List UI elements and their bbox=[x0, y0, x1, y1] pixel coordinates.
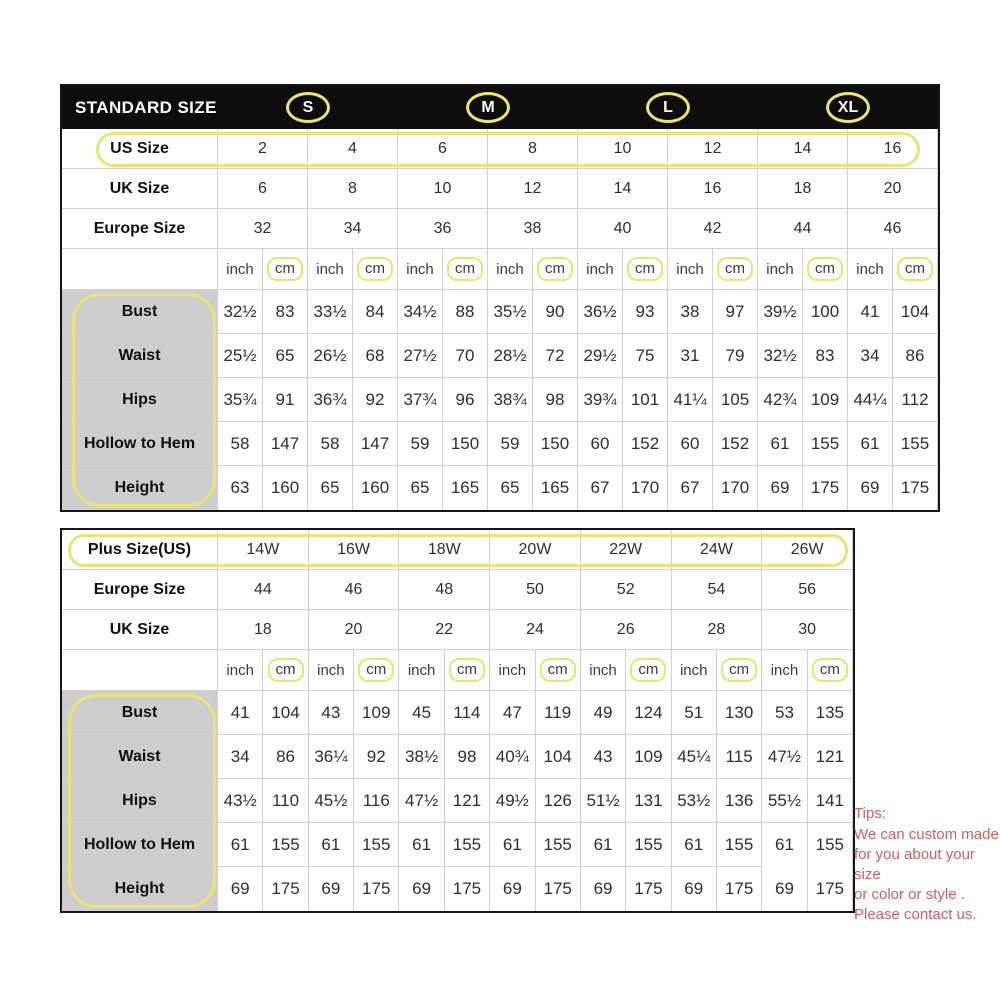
unit-inch-cell: inch bbox=[581, 650, 626, 691]
measurement-label: Height bbox=[62, 466, 218, 510]
value-cell: 70 bbox=[443, 334, 488, 378]
value-cell: 100 bbox=[803, 290, 848, 334]
size-group-slot bbox=[218, 86, 398, 129]
value-cell: 160 bbox=[263, 466, 308, 510]
value-cell: 92 bbox=[354, 735, 399, 779]
value-cell: 59 bbox=[488, 422, 533, 466]
value-cell: 119 bbox=[536, 691, 581, 735]
value-cell: 39½ bbox=[758, 290, 803, 334]
size-value-cell: 50 bbox=[490, 570, 581, 610]
value-cell: 36¼ bbox=[309, 735, 354, 779]
unit-inch-cell: inch bbox=[668, 249, 713, 290]
measurement-label: Waist bbox=[62, 735, 218, 779]
size-value-cell: 24 bbox=[490, 610, 581, 650]
size-value-cell: 12 bbox=[488, 169, 578, 209]
value-cell: 88 bbox=[443, 290, 488, 334]
unit-inch-cell: inch bbox=[398, 249, 443, 290]
value-cell: 121 bbox=[808, 735, 853, 779]
value-cell: 175 bbox=[717, 867, 762, 911]
standard-size-header-bar bbox=[62, 86, 938, 129]
value-cell: 63 bbox=[218, 466, 263, 510]
value-cell: 40¾ bbox=[490, 735, 535, 779]
value-cell: 67 bbox=[668, 466, 713, 510]
value-cell: 61 bbox=[758, 422, 803, 466]
size-value-cell: 18 bbox=[758, 169, 848, 209]
value-cell: 130 bbox=[717, 691, 762, 735]
value-cell: 41 bbox=[848, 290, 893, 334]
value-cell: 51 bbox=[672, 691, 717, 735]
value-cell: 38 bbox=[668, 290, 713, 334]
cm-highlight-box: cm bbox=[717, 257, 753, 282]
cm-highlight-box: cm bbox=[807, 257, 843, 282]
value-cell: 38½ bbox=[399, 735, 444, 779]
value-cell: 60 bbox=[578, 422, 623, 466]
tips-title: Tips: bbox=[854, 805, 886, 822]
unit-cm-cell bbox=[263, 650, 308, 691]
value-cell: 165 bbox=[533, 466, 578, 510]
value-cell: 67 bbox=[578, 466, 623, 510]
unit-cm-cell bbox=[533, 249, 578, 290]
size-value-cell: 48 bbox=[399, 570, 490, 610]
value-cell: 61 bbox=[762, 823, 807, 867]
standard-size-title: STANDARD SIZE bbox=[75, 97, 217, 117]
measurement-label: Bust bbox=[62, 691, 218, 735]
unit-cm-cell bbox=[713, 249, 758, 290]
value-cell: 175 bbox=[354, 867, 399, 911]
size-value-cell: 6 bbox=[218, 169, 308, 209]
size-value-cell: 54 bbox=[672, 570, 763, 610]
value-cell: 61 bbox=[581, 823, 626, 867]
value-cell: 79 bbox=[713, 334, 758, 378]
value-cell: 86 bbox=[263, 735, 308, 779]
value-cell: 83 bbox=[263, 290, 308, 334]
header-row-label: US Size bbox=[62, 129, 218, 169]
header-row-label: UK Size bbox=[62, 610, 218, 650]
standard-size-grid bbox=[62, 129, 938, 510]
plus-size-grid bbox=[62, 530, 853, 911]
measurement-label: Height bbox=[62, 867, 218, 911]
tips-note bbox=[854, 804, 1000, 925]
cm-highlight-box: cm bbox=[447, 257, 483, 282]
header-row-label: Europe Size bbox=[62, 209, 218, 249]
header-row-label: Europe Size bbox=[62, 570, 218, 610]
size-value-cell: 44 bbox=[758, 209, 848, 249]
value-cell: 61 bbox=[672, 823, 717, 867]
value-cell: 104 bbox=[893, 290, 938, 334]
value-cell: 112 bbox=[893, 378, 938, 422]
value-cell: 98 bbox=[445, 735, 490, 779]
unit-inch-cell: inch bbox=[399, 650, 444, 691]
value-cell: 49½ bbox=[490, 779, 535, 823]
size-group-badge: L bbox=[646, 92, 690, 123]
value-cell: 61 bbox=[490, 823, 535, 867]
value-cell: 109 bbox=[626, 735, 671, 779]
size-value-cell: 2 bbox=[218, 129, 308, 169]
size-value-cell: 20W bbox=[490, 530, 581, 570]
value-cell: 29½ bbox=[578, 334, 623, 378]
cm-highlight-box: cm bbox=[630, 658, 666, 683]
value-cell: 34 bbox=[218, 735, 263, 779]
size-value-cell: 30 bbox=[762, 610, 853, 650]
size-value-cell: 46 bbox=[309, 570, 400, 610]
value-cell: 114 bbox=[445, 691, 490, 735]
unit-inch-cell: inch bbox=[758, 249, 803, 290]
tips-line: for you about your size bbox=[854, 846, 975, 883]
value-cell: 175 bbox=[536, 867, 581, 911]
value-cell: 86 bbox=[893, 334, 938, 378]
value-cell: 175 bbox=[893, 466, 938, 510]
value-cell: 109 bbox=[354, 691, 399, 735]
value-cell: 37¾ bbox=[398, 378, 443, 422]
value-cell: 101 bbox=[623, 378, 668, 422]
unit-cm-cell bbox=[623, 249, 668, 290]
value-cell: 43 bbox=[309, 691, 354, 735]
size-group-slot bbox=[578, 86, 758, 129]
unit-cm-cell bbox=[443, 249, 488, 290]
value-cell: 152 bbox=[623, 422, 668, 466]
size-value-cell: 14 bbox=[758, 129, 848, 169]
size-value-cell: 32 bbox=[218, 209, 308, 249]
value-cell: 55½ bbox=[762, 779, 807, 823]
unit-cm-cell bbox=[263, 249, 308, 290]
value-cell: 31 bbox=[668, 334, 713, 378]
value-cell: 104 bbox=[263, 691, 308, 735]
value-cell: 61 bbox=[309, 823, 354, 867]
unit-row-label bbox=[62, 249, 218, 290]
value-cell: 69 bbox=[399, 867, 444, 911]
cm-highlight-box: cm bbox=[357, 257, 393, 282]
unit-row-label bbox=[62, 650, 218, 691]
value-cell: 115 bbox=[717, 735, 762, 779]
value-cell: 69 bbox=[218, 867, 263, 911]
value-cell: 155 bbox=[808, 823, 853, 867]
value-cell: 165 bbox=[443, 466, 488, 510]
value-cell: 147 bbox=[263, 422, 308, 466]
cm-highlight-box: cm bbox=[267, 257, 303, 282]
cm-highlight-box: cm bbox=[812, 658, 848, 683]
size-value-cell: 8 bbox=[308, 169, 398, 209]
unit-cm-cell bbox=[808, 650, 853, 691]
value-cell: 155 bbox=[803, 422, 848, 466]
cm-highlight-box: cm bbox=[721, 658, 757, 683]
value-cell: 34 bbox=[848, 334, 893, 378]
value-cell: 65 bbox=[488, 466, 533, 510]
value-cell: 93 bbox=[623, 290, 668, 334]
value-cell: 135 bbox=[808, 691, 853, 735]
value-cell: 69 bbox=[672, 867, 717, 911]
value-cell: 121 bbox=[445, 779, 490, 823]
tips-line: Please contact us. bbox=[854, 906, 977, 923]
value-cell: 27½ bbox=[398, 334, 443, 378]
value-cell: 45¼ bbox=[672, 735, 717, 779]
value-cell: 155 bbox=[893, 422, 938, 466]
value-cell: 32½ bbox=[758, 334, 803, 378]
unit-inch-cell: inch bbox=[578, 249, 623, 290]
value-cell: 36½ bbox=[578, 290, 623, 334]
value-cell: 97 bbox=[713, 290, 758, 334]
size-value-cell: 42 bbox=[668, 209, 758, 249]
value-cell: 58 bbox=[218, 422, 263, 466]
unit-cm-cell bbox=[353, 249, 398, 290]
value-cell: 175 bbox=[808, 867, 853, 911]
value-cell: 43½ bbox=[218, 779, 263, 823]
size-value-cell: 38 bbox=[488, 209, 578, 249]
value-cell: 35½ bbox=[488, 290, 533, 334]
size-group-badges bbox=[218, 86, 938, 129]
size-value-cell: 20 bbox=[848, 169, 938, 209]
value-cell: 47½ bbox=[399, 779, 444, 823]
size-value-cell: 24W bbox=[672, 530, 763, 570]
value-cell: 175 bbox=[263, 867, 308, 911]
value-cell: 105 bbox=[713, 378, 758, 422]
value-cell: 47 bbox=[490, 691, 535, 735]
value-cell: 75 bbox=[623, 334, 668, 378]
value-cell: 84 bbox=[353, 290, 398, 334]
cm-highlight-box: cm bbox=[358, 658, 394, 683]
measurement-label: Hollow to Hem bbox=[62, 823, 218, 867]
size-value-cell: 10 bbox=[578, 129, 668, 169]
value-cell: 69 bbox=[490, 867, 535, 911]
measurement-label: Hips bbox=[62, 779, 218, 823]
tips-line: or color or style . bbox=[854, 886, 965, 903]
value-cell: 59 bbox=[398, 422, 443, 466]
value-cell: 155 bbox=[717, 823, 762, 867]
value-cell: 42¾ bbox=[758, 378, 803, 422]
value-cell: 170 bbox=[713, 466, 758, 510]
cm-highlight-box: cm bbox=[897, 257, 933, 282]
unit-inch-cell: inch bbox=[218, 650, 263, 691]
size-value-cell: 18 bbox=[218, 610, 309, 650]
value-cell: 61 bbox=[848, 422, 893, 466]
size-value-cell: 22W bbox=[581, 530, 672, 570]
unit-inch-cell: inch bbox=[309, 650, 354, 691]
value-cell: 69 bbox=[581, 867, 626, 911]
cm-highlight-box: cm bbox=[449, 658, 485, 683]
value-cell: 43 bbox=[581, 735, 626, 779]
value-cell: 175 bbox=[803, 466, 848, 510]
unit-cm-cell bbox=[536, 650, 581, 691]
value-cell: 96 bbox=[443, 378, 488, 422]
value-cell: 26½ bbox=[308, 334, 353, 378]
unit-inch-cell: inch bbox=[848, 249, 893, 290]
value-cell: 155 bbox=[263, 823, 308, 867]
value-cell: 136 bbox=[717, 779, 762, 823]
value-cell: 69 bbox=[762, 867, 807, 911]
unit-inch-cell: inch bbox=[218, 249, 263, 290]
value-cell: 32½ bbox=[218, 290, 263, 334]
value-cell: 126 bbox=[536, 779, 581, 823]
value-cell: 72 bbox=[533, 334, 578, 378]
unit-cm-cell bbox=[354, 650, 399, 691]
size-value-cell: 14 bbox=[578, 169, 668, 209]
value-cell: 58 bbox=[308, 422, 353, 466]
value-cell: 155 bbox=[445, 823, 490, 867]
header-row-label: Plus Size(US) bbox=[62, 530, 218, 570]
size-value-cell: 6 bbox=[398, 129, 488, 169]
unit-inch-cell: inch bbox=[762, 650, 807, 691]
size-value-cell: 26 bbox=[581, 610, 672, 650]
value-cell: 150 bbox=[533, 422, 578, 466]
value-cell: 36¾ bbox=[308, 378, 353, 422]
value-cell: 83 bbox=[803, 334, 848, 378]
size-value-cell: 14W bbox=[218, 530, 309, 570]
value-cell: 110 bbox=[263, 779, 308, 823]
value-cell: 175 bbox=[445, 867, 490, 911]
cm-highlight-box: cm bbox=[540, 658, 576, 683]
value-cell: 116 bbox=[354, 779, 399, 823]
size-value-cell: 4 bbox=[308, 129, 398, 169]
measurement-label: Bust bbox=[62, 290, 218, 334]
value-cell: 45½ bbox=[309, 779, 354, 823]
value-cell: 109 bbox=[803, 378, 848, 422]
value-cell: 34½ bbox=[398, 290, 443, 334]
value-cell: 104 bbox=[536, 735, 581, 779]
value-cell: 141 bbox=[808, 779, 853, 823]
value-cell: 90 bbox=[533, 290, 578, 334]
value-cell: 25½ bbox=[218, 334, 263, 378]
value-cell: 155 bbox=[536, 823, 581, 867]
size-value-cell: 16 bbox=[848, 129, 938, 169]
value-cell: 160 bbox=[353, 466, 398, 510]
value-cell: 41 bbox=[218, 691, 263, 735]
value-cell: 28½ bbox=[488, 334, 533, 378]
size-value-cell: 12 bbox=[668, 129, 758, 169]
value-cell: 45 bbox=[399, 691, 444, 735]
value-cell: 61 bbox=[399, 823, 444, 867]
size-value-cell: 44 bbox=[218, 570, 309, 610]
plus-size-table bbox=[60, 528, 855, 913]
value-cell: 49 bbox=[581, 691, 626, 735]
size-value-cell: 8 bbox=[488, 129, 578, 169]
value-cell: 61 bbox=[218, 823, 263, 867]
value-cell: 53 bbox=[762, 691, 807, 735]
size-value-cell: 36 bbox=[398, 209, 488, 249]
unit-cm-cell bbox=[717, 650, 762, 691]
size-value-cell: 22 bbox=[399, 610, 490, 650]
unit-cm-cell bbox=[626, 650, 671, 691]
measurement-label: Waist bbox=[62, 334, 218, 378]
size-value-cell: 26W bbox=[762, 530, 853, 570]
size-group-slot bbox=[398, 86, 578, 129]
unit-cm-cell bbox=[893, 249, 938, 290]
value-cell: 98 bbox=[533, 378, 578, 422]
value-cell: 155 bbox=[354, 823, 399, 867]
header-row-label: UK Size bbox=[62, 169, 218, 209]
measurement-label: Hips bbox=[62, 378, 218, 422]
value-cell: 65 bbox=[263, 334, 308, 378]
unit-cm-cell bbox=[803, 249, 848, 290]
value-cell: 53½ bbox=[672, 779, 717, 823]
unit-inch-cell: inch bbox=[672, 650, 717, 691]
value-cell: 175 bbox=[626, 867, 671, 911]
value-cell: 170 bbox=[623, 466, 668, 510]
size-value-cell: 46 bbox=[848, 209, 938, 249]
unit-inch-cell: inch bbox=[488, 249, 533, 290]
tips-lines bbox=[854, 825, 1000, 925]
value-cell: 51½ bbox=[581, 779, 626, 823]
unit-cm-cell bbox=[445, 650, 490, 691]
unit-inch-cell: inch bbox=[490, 650, 535, 691]
value-cell: 41¼ bbox=[668, 378, 713, 422]
value-cell: 47½ bbox=[762, 735, 807, 779]
value-cell: 152 bbox=[713, 422, 758, 466]
measurement-label: Hollow to Hem bbox=[62, 422, 218, 466]
size-value-cell: 28 bbox=[672, 610, 763, 650]
size-value-cell: 34 bbox=[308, 209, 398, 249]
size-group-slot bbox=[758, 86, 938, 129]
size-group-badge: S bbox=[286, 92, 330, 123]
value-cell: 39¾ bbox=[578, 378, 623, 422]
tips-line: We can custom made bbox=[854, 826, 999, 843]
size-group-badge: M bbox=[466, 92, 510, 123]
value-cell: 124 bbox=[626, 691, 671, 735]
size-value-cell: 16 bbox=[668, 169, 758, 209]
value-cell: 147 bbox=[353, 422, 398, 466]
value-cell: 44¼ bbox=[848, 378, 893, 422]
value-cell: 131 bbox=[626, 779, 671, 823]
unit-inch-cell: inch bbox=[308, 249, 353, 290]
size-value-cell: 56 bbox=[762, 570, 853, 610]
size-value-cell: 18W bbox=[399, 530, 490, 570]
value-cell: 91 bbox=[263, 378, 308, 422]
value-cell: 65 bbox=[308, 466, 353, 510]
value-cell: 150 bbox=[443, 422, 488, 466]
value-cell: 60 bbox=[668, 422, 713, 466]
cm-highlight-box: cm bbox=[627, 257, 663, 282]
value-cell: 38¾ bbox=[488, 378, 533, 422]
size-group-badge: XL bbox=[826, 92, 870, 123]
size-value-cell: 16W bbox=[309, 530, 400, 570]
value-cell: 69 bbox=[848, 466, 893, 510]
standard-size-table bbox=[60, 84, 940, 512]
value-cell: 92 bbox=[353, 378, 398, 422]
value-cell: 65 bbox=[398, 466, 443, 510]
size-value-cell: 20 bbox=[309, 610, 400, 650]
size-value-cell: 10 bbox=[398, 169, 488, 209]
value-cell: 69 bbox=[758, 466, 803, 510]
value-cell: 68 bbox=[353, 334, 398, 378]
value-cell: 35¾ bbox=[218, 378, 263, 422]
cm-highlight-box: cm bbox=[537, 257, 573, 282]
size-value-cell: 52 bbox=[581, 570, 672, 610]
value-cell: 69 bbox=[309, 867, 354, 911]
cm-highlight-box: cm bbox=[268, 658, 304, 683]
size-value-cell: 40 bbox=[578, 209, 668, 249]
value-cell: 33½ bbox=[308, 290, 353, 334]
value-cell: 155 bbox=[626, 823, 671, 867]
